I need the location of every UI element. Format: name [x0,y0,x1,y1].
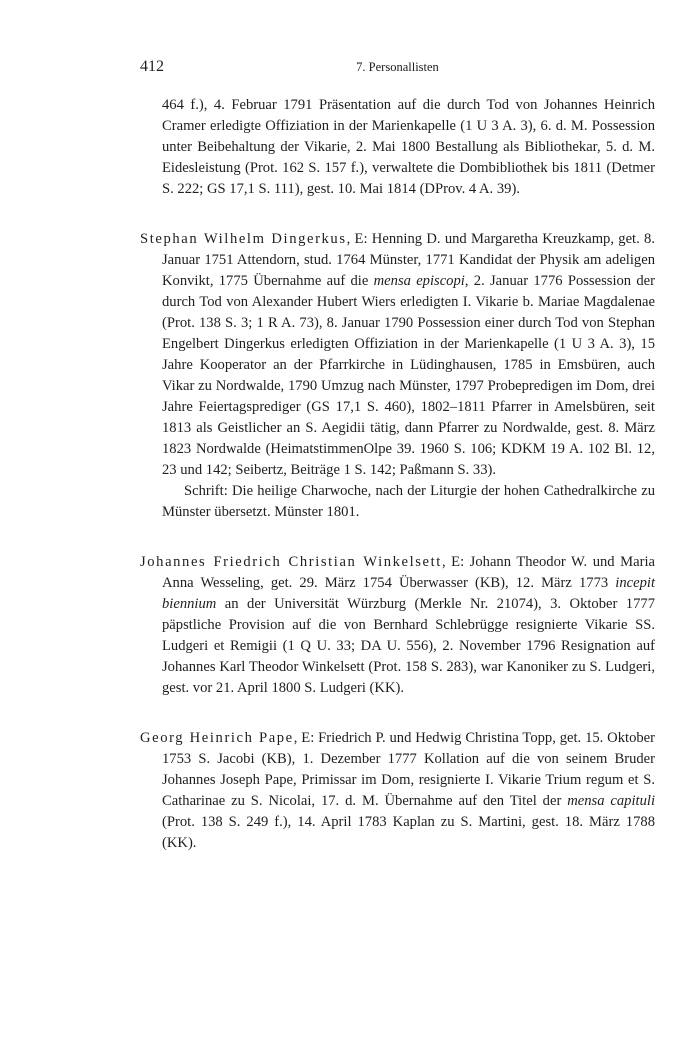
latin-term: incepit biennium [162,575,655,612]
entry-text [140,728,655,854]
entry-text-part: , E: Johann Theodor W. und Maria Anna Wesseling, get. 29. März 1754 Überwasser (KB), 12. März 1773 [162,554,655,591]
running-head: 7. Personallisten [356,60,439,74]
text-block [140,95,655,883]
page-number: 412 [140,58,164,75]
latin-term: mensa episcopi [373,273,465,289]
entry-dingerkus [140,229,655,523]
person-name: Georg Heinrich Pape [140,730,294,746]
entry-text-part: , E: Friedrich P. und Hedwig Christina Topp, get. 15. Oktober 1753 S. Jacobi (KB), 1. Dezember 1777 Kollation auf die von seinem Bruder Johannes Joseph Pape, Primissar im Dom, resignierte I. Vikarie Trium regum et S. Catharinae zu S. Nicolai, 17. d. M. Übernahme auf den Titel der [162,730,655,809]
entry-pape [140,728,655,854]
person-name: Stephan Wilhelm Dingerkus [140,231,347,247]
entry-text [140,552,655,699]
entry-text: 464 f.), 4. Februar 1791 Präsentation auf die durch Tod von Johannes Heinrich Cramer erledigte Offiziation in der Marienkapelle (1 U 3 A. 3), 6. d. M. Possession unter Beibehaltung der Vikarie, 2. Mai 1800 Bestallung als Bibliothekar, 5. d. M. Eidesleistung (Prot. 162 S. 157 f.), verwaltete die Dombibliothek bis 1811 (Detmer S. 222; GS 17,1 S. 111), gest. 10. Mai 1814 (DProv. 4 A. 39). [162,97,655,197]
person-name: Johannes Friedrich Christian Winkelsett [140,554,442,570]
latin-term: mensa capituli [567,793,655,809]
entry-continuation [140,95,655,200]
entry-text [140,229,655,481]
entry-note: Schrift: Die heilige Charwoche, nach der Liturgie der hohen Cathedralkirche zu Münster übersetzt. Münster 1801. [162,483,655,520]
entry-winkelsett [140,552,655,699]
entry-text-part: , E: Henning D. und Margaretha Kreuzkamp, get. 8. Januar 1751 Attendorn, stud. 1764 Münster, 1771 Kandidat der Physik am adeligen Konvikt, 1775 Übernahme auf die [162,231,655,289]
entry-text-part: an der Universität Würzburg (Merkle Nr. 21074), 3. Oktober 1777 päpstliche Provision auf die von Bernhard Schlebrügge resignierte Vikarie SS. Ludgeri et Remigii (1 Q U. 33; DA U. 556), 2. November 1796 Resignation auf Johannes Karl Theodor Winkelsett (Prot. 158 S. 283), war Kanoniker zu S. Ludgeri, gest. vor 21. April 1800 S. Ludgeri (KK). [162,596,655,696]
page-header [140,58,655,80]
entry-text-part: , 2. Januar 1776 Possession der durch Tod von Alexander Hubert Wiers erledigten I. Vikarie b. Mariae Magdalenae (Prot. 138 S. 3; 1 R A. 73), 8. Januar 1790 Possession einer durch Tod von Stephan Engelbert Dingerkus erledigten Offiziation in der Marienkapelle (1 U 3 A. 3), 15 Jahre Kooperator an der Pfarrkirche in Lüdinghausen, 1785 in Emsbüren, auch Vikar zu Nordwalde, 1790 Umzug nach Münster, 1797 Probepredigen im Dom, drei Jahre Feiertagsprediger (GS 17,1 S. 460), 1802–1811 Pfarrer in Amelsbüren, seit 1813 als Geistlicher an S. Aegidii tätig, dann Pfarrer zu Nordwalde, gest. 8. März 1823 Nordwalde (HeimatstimmenOlpe 39. 1960 S. 106; KDKM 19 A. 102 Bl. 12, 23 und 142; Seibertz, Beiträge 1 S. 142; Paßmann S. 33). [162,273,656,478]
entry-text-part: (Prot. 138 S. 249 f.), 14. April 1783 Kaplan zu S. Martini, gest. 18. März 1788 (KK). [162,814,655,851]
